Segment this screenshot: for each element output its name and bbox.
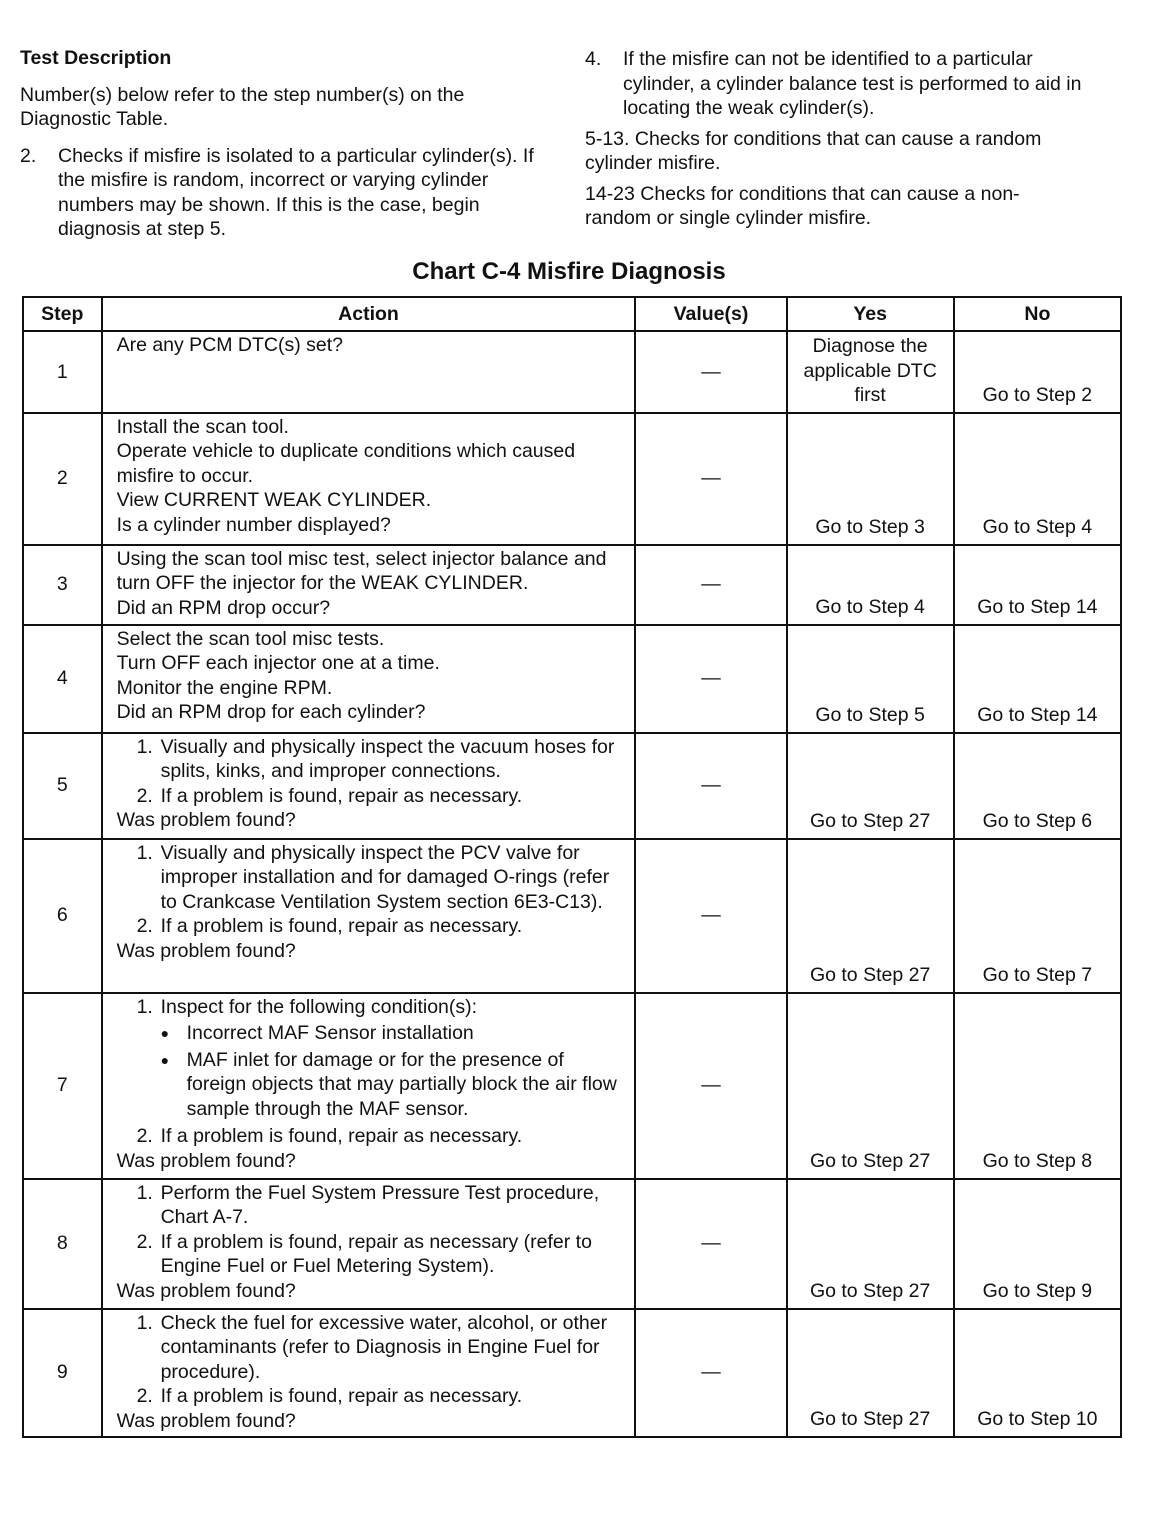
- item-text: If a problem is found, repair as necessary (refer to Engine Fuel or Fuel Metering System).: [160, 1230, 592, 1277]
- yes-cell: Go to Step 3: [787, 413, 954, 545]
- action-line: Monitor the engine RPM.: [116, 676, 333, 699]
- table-row: [23, 413, 1121, 545]
- no-cell: Go to Step 7: [954, 839, 1121, 993]
- action-line: Operate vehicle to duplicate conditions which caused misfire to occur.: [116, 440, 576, 487]
- header-no: No: [954, 297, 1121, 331]
- test-description-intro: Number(s) below refer to the step number(s) on the Diagnostic Table.: [20, 83, 465, 130]
- item-number: 2.: [136, 1125, 153, 1147]
- value-cell: —: [635, 413, 786, 545]
- numbered-item: [117, 1230, 625, 1279]
- yes-cell: Go to Step 27: [787, 1309, 954, 1437]
- action-cell: [102, 331, 636, 413]
- test-description-item: [585, 127, 1105, 176]
- step-number: 7: [23, 993, 102, 1179]
- yes-cell: Go to Step 27: [787, 993, 954, 1179]
- step-number: 6: [23, 839, 102, 993]
- step-number: 5: [23, 733, 102, 839]
- no-cell: Go to Step 14: [954, 625, 1121, 733]
- table-row: [23, 1179, 1121, 1309]
- step-number: 2: [23, 413, 102, 545]
- no-cell: Go to Step 6: [954, 733, 1121, 839]
- yes-cell: Go to Step 27: [787, 733, 954, 839]
- action-cell: [102, 413, 636, 545]
- item-number: 1.: [136, 995, 153, 1018]
- yes-cell: Go to Step 27: [787, 839, 954, 993]
- test-description-item-number: 5-13.: [585, 127, 630, 150]
- step-number: 4: [23, 625, 102, 733]
- test-description-item-text: Checks for conditions that can cause a non-random or single cylinder misfire.: [585, 182, 1020, 229]
- value-cell: —: [635, 1309, 786, 1437]
- test-description-item-number: 14-23: [585, 182, 635, 205]
- table-row: [23, 1309, 1121, 1437]
- item-text: Inspect for the following condition(s):: [160, 995, 478, 1018]
- test-description-item: [20, 144, 545, 242]
- action-line: Is a cylinder number displayed?: [116, 513, 391, 536]
- test-description-item: [585, 47, 1105, 121]
- numbered-item: [117, 1311, 625, 1385]
- value-cell: —: [635, 1179, 786, 1309]
- action-cell: [102, 733, 636, 839]
- bullet-item: [117, 1048, 625, 1122]
- action-line: Did an RPM drop for each cylinder?: [116, 701, 426, 723]
- value-cell: —: [635, 733, 786, 839]
- no-cell: Go to Step 4: [954, 413, 1121, 545]
- action-cell: [102, 625, 636, 733]
- test-description-item-wrap: [585, 182, 1035, 231]
- header-yes: Yes: [787, 297, 954, 331]
- numbered-item: [117, 1384, 625, 1409]
- item-number: 2.: [136, 1230, 153, 1253]
- action-line: Did an RPM drop occur?: [116, 596, 331, 619]
- no-cell: Go to Step 2: [954, 331, 1121, 413]
- action-question: Was problem found?: [116, 1409, 296, 1432]
- test-description-left: [20, 46, 560, 248]
- test-description-item-text: Checks if misfire is isolated to a particular cylinder(s). If the misfire is random, incorrect or varying cylinder numbers may be shown. If this is the case, begin diagnosis at step 5.: [58, 144, 534, 240]
- item-text: Perform the Fuel System Pressure Test procedure, Chart A-7.: [160, 1181, 600, 1228]
- value-cell: —: [635, 331, 786, 413]
- yes-cell: Go to Step 27: [787, 1179, 954, 1309]
- item-number: 2.: [136, 915, 153, 937]
- numbered-item: [117, 735, 625, 784]
- item-number: 1.: [136, 735, 153, 758]
- action-question: Was problem found?: [116, 939, 296, 962]
- action-cell: [102, 1179, 636, 1309]
- action-line: Install the scan tool.: [116, 415, 289, 438]
- action-question: Was problem found?: [116, 1279, 296, 1302]
- test-description-item-wrap: [585, 127, 1105, 176]
- action-line: View CURRENT WEAK CYLINDER.: [116, 489, 432, 511]
- step-number: 8: [23, 1179, 102, 1309]
- value-cell: —: [635, 993, 786, 1179]
- step-number: 1: [23, 331, 102, 413]
- action-question: Was problem found?: [116, 1149, 296, 1172]
- test-description-item: [585, 182, 1035, 231]
- action-line: Turn OFF each injector one at a time.: [116, 652, 440, 674]
- action-cell: [102, 545, 636, 625]
- yes-cell: Diagnose the applicable DTC first: [787, 331, 954, 413]
- item-number: 1.: [136, 1311, 153, 1334]
- header-action: Action: [102, 297, 636, 331]
- table-row: [23, 733, 1121, 839]
- numbered-item: [117, 1124, 625, 1149]
- item-text: Check the fuel for excessive water, alcohol, or other contaminants (refer to Diagnosis in Engine Fuel for procedure).: [160, 1311, 608, 1383]
- value-cell: —: [635, 839, 786, 993]
- action-line: Select the scan tool misc tests.: [116, 627, 385, 650]
- step-number: 3: [23, 545, 102, 625]
- item-text: If a problem is found, repair as necessary.: [160, 915, 523, 937]
- action-cell: [102, 1309, 636, 1437]
- test-description-right: [585, 47, 1125, 237]
- table-row: [23, 993, 1121, 1179]
- item-number: 1.: [136, 1181, 153, 1204]
- yes-cell: Go to Step 4: [787, 545, 954, 625]
- item-number: 2.: [136, 784, 153, 807]
- bullet-text: Incorrect MAF Sensor installation: [186, 1022, 474, 1044]
- no-cell: Go to Step 8: [954, 993, 1121, 1179]
- numbered-item: [117, 784, 625, 809]
- bullet-item: [117, 1021, 625, 1046]
- header-step: Step: [23, 297, 102, 331]
- item-text: If a problem is found, repair as necessary.: [160, 784, 523, 807]
- header-values: Value(s): [635, 297, 786, 331]
- item-text: If a problem is found, repair as necessary.: [160, 1385, 523, 1407]
- test-description-item-number: 4.: [585, 48, 602, 70]
- table-header-row: [23, 297, 1121, 331]
- test-description-item-number: 2.: [20, 144, 37, 167]
- bullet-icon: ●: [160, 1051, 170, 1068]
- diagnostic-table: [22, 296, 1122, 1438]
- table-row: [23, 625, 1121, 733]
- yes-cell: Go to Step 5: [787, 625, 954, 733]
- numbered-item: [117, 841, 625, 915]
- item-number: 1.: [136, 841, 153, 864]
- no-cell: Go to Step 9: [954, 1179, 1121, 1309]
- item-text: Visually and physically inspect the vacuum hoses for splits, kinks, and improper connections.: [160, 735, 615, 782]
- test-description-heading: Test Description: [20, 47, 172, 69]
- table-row: [23, 839, 1121, 993]
- value-cell: —: [635, 545, 786, 625]
- table-row: [23, 331, 1121, 413]
- numbered-item: [117, 914, 625, 939]
- step-number: 9: [23, 1309, 102, 1437]
- no-cell: Go to Step 10: [954, 1309, 1121, 1437]
- chart-title: Chart C-4 Misfire Diagnosis: [412, 258, 726, 285]
- action-question: Was problem found?: [116, 809, 296, 831]
- value-cell: —: [635, 625, 786, 733]
- bullet-text: MAF inlet for damage or for the presence of foreign objects that may partially block the air flow sample through the MAF sensor.: [186, 1048, 617, 1120]
- no-cell: Go to Step 14: [954, 545, 1121, 625]
- numbered-item: [117, 995, 625, 1020]
- action-line: Are any PCM DTC(s) set?: [116, 334, 344, 356]
- action-line: Using the scan tool misc test, select injector balance and turn OFF the injector for the WEAK CYLINDER.: [116, 547, 607, 594]
- item-text: If a problem is found, repair as necessary.: [160, 1125, 523, 1147]
- table-row: [23, 545, 1121, 625]
- bullet-icon: ●: [160, 1025, 170, 1041]
- item-number: 2.: [136, 1385, 153, 1407]
- test-description-item-text: Checks for conditions that can cause a random cylinder misfire.: [585, 127, 1042, 174]
- item-text: Visually and physically inspect the PCV valve for improper installation and for damaged O-rings (refer to Crankcase Ventilation System section 6E3-C13).: [160, 841, 610, 913]
- action-cell: [102, 993, 636, 1179]
- action-cell: [102, 839, 636, 993]
- test-description-item-text: If the misfire can not be identified to a particular cylinder, a cylinder balance test is performed to aid in locating the weak cylinder(s).: [623, 48, 1082, 119]
- numbered-item: [117, 1181, 625, 1230]
